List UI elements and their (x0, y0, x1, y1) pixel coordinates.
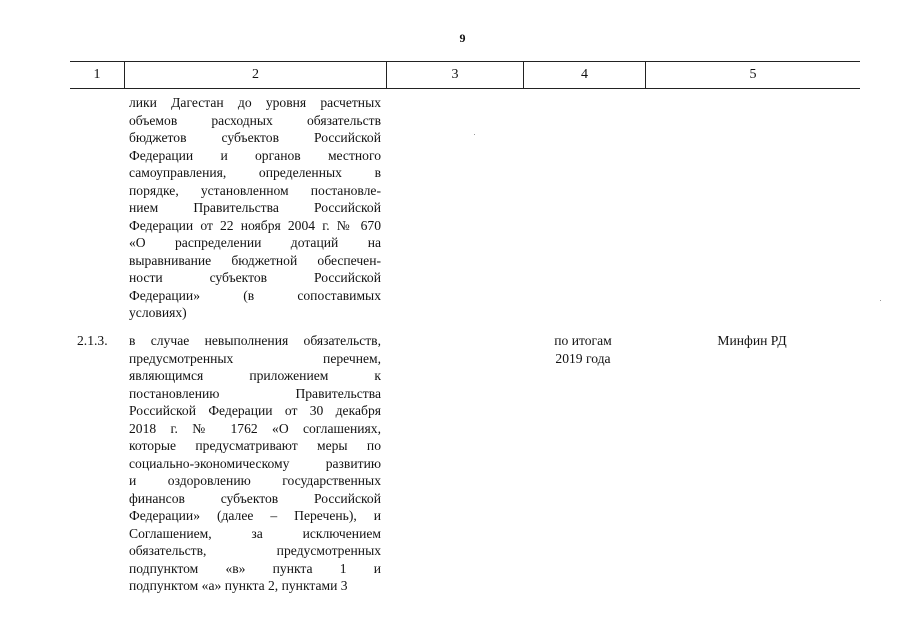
text-line: являющимся приложением к (129, 368, 381, 383)
header-col-3: 3 (387, 62, 524, 88)
text-line: Российской Федерации от 30 декабря (129, 403, 381, 418)
text-line: нием Правительства Российской (129, 200, 381, 215)
text-line: в случае невыполнения обязательств, (129, 333, 381, 348)
text-line: предусмотренных перечнем, (129, 350, 381, 366)
row-text (129, 332, 381, 595)
table-header (70, 61, 860, 89)
header-col-1: 1 (70, 62, 125, 88)
continuation-text (129, 94, 381, 322)
text-line: финансов субъектов Российской (129, 490, 381, 506)
text-line: Федерации и органов местного (129, 147, 381, 163)
text-line: Федерации от 22 ноября 2004 г. № 670 (129, 217, 381, 233)
scan-speck (880, 300, 881, 301)
text-line: социально-экономическому развитию (129, 455, 381, 471)
text-line: и оздоровлению государственных (129, 473, 381, 488)
responsible-cell: Минфин РД (717, 333, 787, 348)
row-number: 2.1.3. (77, 333, 108, 348)
header-col-5: 5 (749, 67, 757, 82)
text-line: самоуправления, определенных в (129, 165, 381, 180)
text-line: выравнивание бюджетной обеспечен- (129, 252, 381, 268)
text-line: 2018 г. № 1762 «О соглашениях, (129, 420, 381, 436)
text-line: обязательств, предусмотренных (129, 543, 381, 558)
text-line: Федерации» (в сопоставимых (129, 287, 381, 303)
text-line: ности субъектов Российской (129, 270, 381, 285)
header-col-4: 4 (524, 62, 646, 88)
text-line: условиях) (129, 305, 187, 320)
text-line: постановлению Правительства (129, 385, 381, 401)
text-line: порядке, установленном постановле- (129, 182, 381, 198)
text-line: Федерации» (далее – Перечень), и (129, 508, 381, 523)
text-line: подпунктом «в» пункта 1 и (129, 560, 381, 576)
text-line: Соглашением, за исключением (129, 525, 381, 541)
text-line: лики Дагестан до уровня расчетных (129, 95, 381, 110)
deadline-line-2: 2019 года (555, 350, 611, 366)
deadline-cell (522, 332, 644, 367)
text-line: бюджетов субъектов Российской (129, 130, 381, 145)
text-line: объемов расходных обязательств (129, 112, 381, 128)
text-line: которые предусматривают меры по (129, 438, 381, 453)
text-line: подпунктом «а» пункта 2, пунктами 3 (129, 578, 348, 593)
text-line: «О распределении дотаций на (129, 235, 381, 250)
deadline-line-1: по итогам (554, 333, 612, 348)
scan-speck (474, 134, 475, 135)
header-col-2: 2 (125, 62, 387, 88)
page-number: 9 (459, 31, 466, 45)
